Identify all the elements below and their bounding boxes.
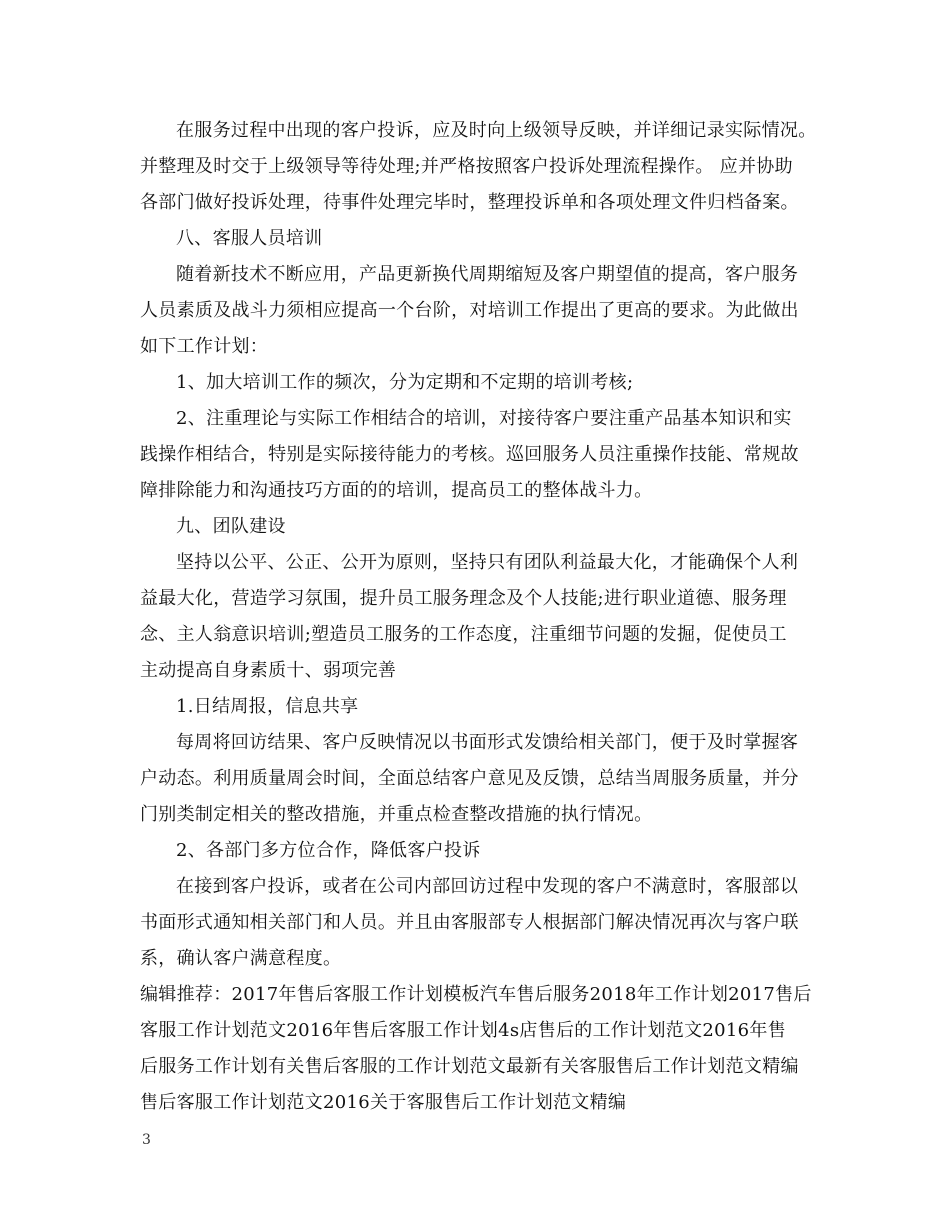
section-heading-team: 九、团队建设	[176, 516, 286, 537]
list-item: 2、各部门多方位合作，降低客户投诉	[176, 840, 481, 861]
text-line: 在服务过程中出现的客户投诉，应及时向上级领导反映，并详细记录实际情况。	[176, 120, 817, 141]
text-line: 并整理及时交于上级领导等待处理;并严格按照客户投诉处理流程操作。 应并协助	[140, 156, 793, 177]
text-line: 各部门做好投诉处理，待事件处理完毕时，整理投诉单和各项处理文件归档备案。	[140, 192, 799, 213]
text-line: 每周将回访结果、客户反映情况以书面形式发馈给相关部门，便于及时掌握客	[176, 732, 799, 753]
editor-recommendation-line: 客服工作计划范文2016年售后客服工作计划4s店售后的工作计划范文2016年售	[140, 1020, 787, 1041]
list-item: 1.日结周报，信息共享	[176, 696, 359, 717]
text-line: 障排除能力和沟通技巧方面的的培训，提高员工的整体战斗力。	[140, 480, 653, 501]
text-line: 践操作相结合，特别是实际接待能力的考核。巡回服务人员注重操作技能、常规故	[140, 444, 799, 465]
text-line: 如下工作计划：	[140, 336, 269, 357]
text-line: 念、主人翁意识培训;塑造员工服务的工作态度，注重细节问题的发掘，促使员工	[140, 624, 787, 645]
editor-recommendation-line: 编辑推荐：2017年售后客服工作计划模板汽车售后服务2018年工作计划2017售后	[140, 984, 812, 1005]
text-line: 主动提高自身素质十、弱项完善	[140, 660, 397, 681]
list-item: 2、注重理论与实际工作相结合的培训，对接待客户要注重产品基本知识和实	[176, 408, 792, 429]
document-body	[140, 113, 815, 1121]
text-line: 书面形式通知相关部门和人员。并且由客服部专人根据部门解决情况再次与客户联	[140, 912, 799, 933]
editor-recommendation-line: 后服务工作计划有关售后客服的工作计划范文最新有关客服售后工作计划范文精编	[140, 1056, 799, 1077]
text-line: 坚持以公平、公正、公开为原则，坚持只有团队利益最大化，才能确保个人利	[176, 552, 799, 573]
page-number: 3	[142, 1132, 151, 1148]
text-line: 门别类制定相关的整改措施，并重点检查整改措施的执行情况。	[140, 804, 653, 825]
text-line: 户动态。利用质量周会时间，全面总结客户意见及反馈，总结当周服务质量，并分	[140, 768, 799, 789]
text-line: 在接到客户投诉，或者在公司内部回访过程中发现的客户不满意时，客服部以	[176, 876, 799, 897]
text-line: 益最大化，营造学习氛围，提升员工服务理念及个人技能;进行职业道德、服务理	[140, 588, 787, 609]
text-line: 人员素质及战斗力须相应提高一个台阶，对培训工作提出了更高的要求。为此做出	[140, 300, 799, 321]
text-line: 系，确认客户满意程度。	[140, 948, 342, 969]
text-line: 随着新技术不断应用，产品更新换代周期缩短及客户期望值的提高，客户服务	[176, 264, 799, 285]
editor-recommendation-line: 售后客服工作计划范文2016关于客服售后工作计划范文精编	[140, 1092, 627, 1113]
list-item: 1、加大培训工作的频次，分为定期和不定期的培训考核;	[176, 372, 634, 393]
section-heading-training: 八、客服人员培训	[176, 228, 323, 249]
